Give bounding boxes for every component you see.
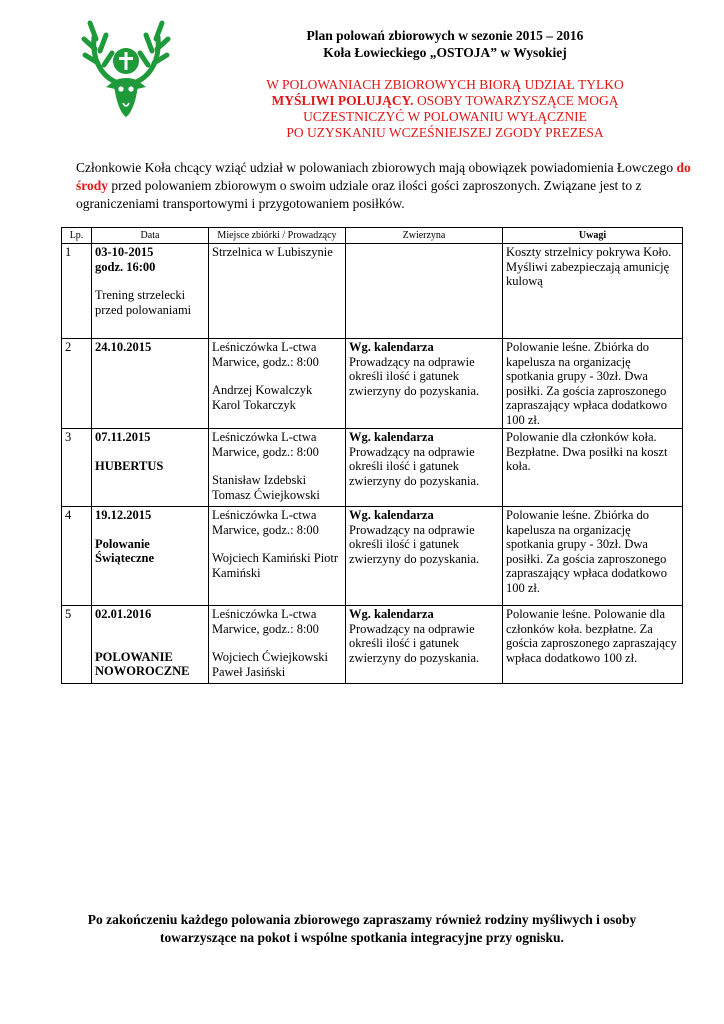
cell-game [346,244,503,339]
cell-game [346,339,503,429]
game-title: Wg. kalendarza [349,430,434,444]
cell-lp: 5 [62,606,92,684]
event-name: Polowanie Świąteczne [95,536,155,565]
cell-place [209,339,346,429]
table-row [62,244,683,339]
game-text: Prowadzący na odprawie określi ilość i gatunek zwierzyny do pozyskania. [349,354,480,398]
cell-place [209,606,346,684]
cell-game [346,606,503,684]
cell-place [209,429,346,507]
cell-lp: 3 [62,429,92,507]
date-value: 24.10.2015 [95,340,152,354]
cell-date [92,244,209,339]
participation-notice [215,77,675,141]
title-line-2: Koła Łowieckiego „OSTOJA” w Wysokiej [323,45,567,60]
header-place: Miejsce zbiórki / Prowadzący [209,228,346,244]
place-value: Leśniczówka L-ctwa Marwice, godz.: 8:00 [212,430,319,459]
footer-invitation: Po zakończeniu każdego polowania zbiorowego zapraszamy również rodziny myśliwych i osoby towarzyszące na pokot i wspólne spotkania integracyjne przy ognisku. [87,912,637,945]
cell-lp: 1 [62,244,92,339]
notice-line-3: UCZESTNICZYĆ W POLOWANIU WYŁĄCZNIE [303,109,587,124]
cell-lp: 2 [62,339,92,429]
header-game: Zwierzyna [346,228,503,244]
place-value: Leśniczówka L-ctwa Marwice, godz.: 8:00 [212,508,319,537]
leaders-value: Wojciech Kamiński Piotr Kamiński [212,551,339,580]
deer-antlers-cross-emblem-icon [80,17,172,119]
table-row [62,339,683,429]
cell-date [92,507,209,606]
place-value: Strzelnica w Lubiszynie [212,245,333,259]
game-title: Wg. kalendarza [349,508,434,522]
intro-text-1: Członkowie Koła chcący wziąć udział w polowaniach zbiorowych mają obowiązek powiadomienia Łowczego [76,160,677,175]
time-value: godz. 16:00 [95,259,156,274]
page-title [215,27,675,61]
notice-line-4: PO UZYSKANIU WCZEŚNIEJSZEJ ZGODY PREZESA [286,125,604,140]
notice-line-2 [215,93,675,109]
cell-lp: 4 [62,507,92,606]
cell-notes: Polowanie leśne. Zbiórka do kapelusza na organizację spotkania grupy - 30zł. Dwa posiłki. Za gościa zaproszonego zapraszający wpłaca dodatkowo 100 zł. [503,339,683,429]
date-value: 03-10-2015 [95,245,154,259]
event-name: HUBERTUS [95,458,164,473]
event-name: POLOWANIE NOWOROCZNE [95,649,190,678]
table-row [62,606,683,684]
header-lp: Lp. [62,228,92,244]
game-text: Prowadzący na odprawie określi ilość i gatunek zwierzyny do pozyskania. [349,522,480,566]
cell-notes: Koszty strzelnicy pokrywa Koło. Myśliwi zabezpieczają amunicję kulową [503,244,683,339]
game-title: Wg. kalendarza [349,607,434,621]
cell-date [92,339,209,429]
cell-notes: Polowanie leśne. Zbiórka do kapelusza na organizację spotkania grupy - 30zł. Dwa posiłki. Za gościa zaproszonego zapraszający wpłaca dodatkowo 100 zł. [503,507,683,606]
cell-game [346,507,503,606]
date-value: 19.12.2015 [95,508,152,522]
notice-line-1: W POLOWANIACH ZBIOROWYCH BIORĄ UDZIAŁ TYLKO [266,77,624,92]
table-header-row [62,228,683,244]
cell-notes: Polowanie leśne. Polowanie dla członków koła. bezpłatne. Za gościa zaproszonego zapraszający wpłaca dodatkowo 100 zł. [503,606,683,684]
place-value: Leśniczówka L-ctwa Marwice, godz.: 8:00 [212,340,319,369]
game-title: Wg. kalendarza [349,340,434,354]
cell-date [92,606,209,684]
date-value: 07.11.2015 [95,430,151,444]
game-text: Prowadzący na odprawie określi ilość i gatunek zwierzyny do pozyskania. [349,444,480,488]
title-line-1: Plan polowań zbiorowych w sezonie 2015 – 2016 [306,28,584,43]
leaders-value: Stanisław Izdebski Tomasz Ćwiejkowski [212,473,320,502]
cell-game [346,429,503,507]
header-notes: Uwagi [503,228,683,244]
table-row [62,507,683,606]
notice-line-2-bold: MYŚLIWI POLUJĄCY. [271,93,414,108]
leaders-value: Andrzej Kowalczyk Karol Tokarczyk [212,383,313,412]
cell-date [92,429,209,507]
intro-text-2: przed polowaniem zbiorowym o swoim udziale oraz ilości gości zaproszonych. Związane jest to z ograniczeniami transportowymi i przygotowaniem posiłków. [76,178,642,211]
place-value: Leśniczówka L-ctwa Marwice, godz.: 8:00 [212,607,319,636]
event-name: Trening strzelecki przed polowaniami [95,288,192,317]
notice-line-2-rest: OSOBY TOWARZYSZĄCE MOGĄ [413,93,619,108]
cell-notes: Polowanie dla członków koła. Bezpłatne. Dwa posiłki na koszt koła. [503,429,683,507]
cell-place [209,244,346,339]
table-row [62,429,683,507]
intro-highlight: do środy [76,160,691,193]
intro-paragraph [76,159,696,213]
hunting-schedule-table [61,227,683,684]
game-text: Prowadzący na odprawie określi ilość i gatunek zwierzyny do pozyskania. [349,621,480,665]
leaders-value: Wojciech Ćwiejkowski Paweł Jasiński [212,650,328,679]
header-date: Data [92,228,209,244]
cell-place [209,507,346,606]
date-value: 02.01.2016 [95,607,152,621]
